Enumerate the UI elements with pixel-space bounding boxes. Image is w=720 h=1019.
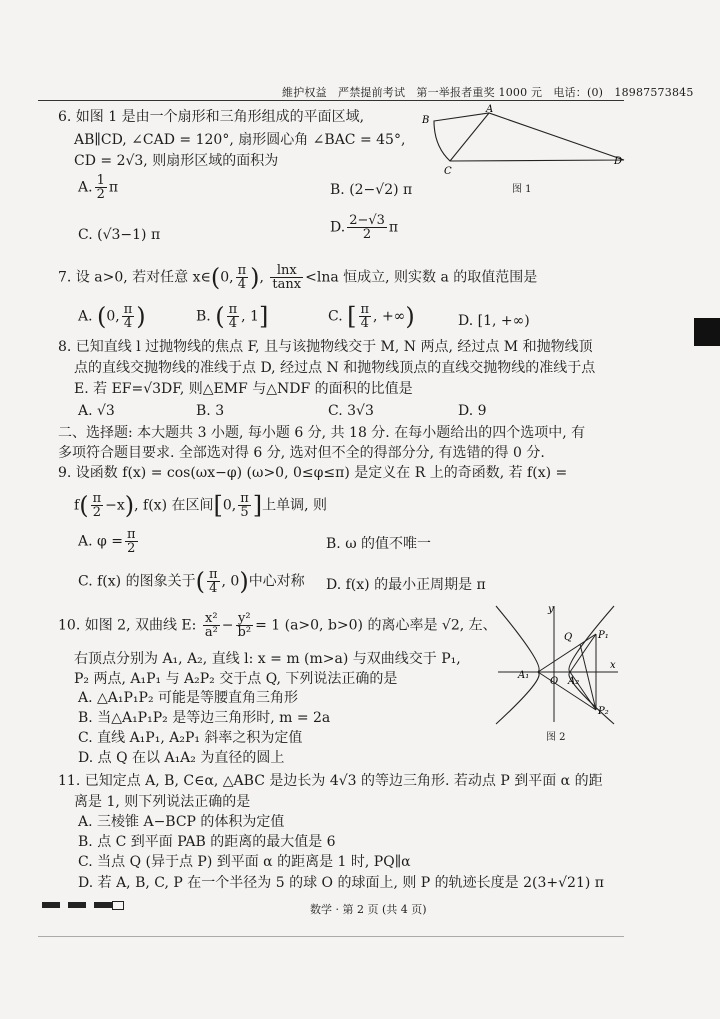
bottom-rule: [38, 936, 624, 937]
edge-marker: [694, 318, 720, 346]
q9-line2: f( $\frac{\pi}{2}$ −x), f(x) 在区间[0, $\frac{\pi}{5}$ ]上单调, 则: [74, 491, 328, 520]
q10-line2: 右顶点分别为 A₁, A₂, 直线 l: x = m (m>a) 与双曲线交于 P₁,: [74, 651, 461, 667]
q9-option-b: B. ω 的值不唯一: [326, 536, 432, 552]
label-point-a: A: [486, 104, 494, 115]
q6-option-b: B. (2−√2) π: [330, 182, 413, 198]
q7-option-d: D. [1, +∞): [458, 313, 530, 329]
q6-option-d: D. $\frac{2-√3}{2}$ π: [330, 213, 399, 242]
q11-option-d: D. 若 A, B, C, P 在一个半径为 5 的球 O 的球面上, 则 P 的轨迹长度是 2(3+√21) π: [78, 875, 604, 891]
footer-mark-2: [68, 902, 86, 908]
page-footer: 数学 · 第 2 页 (共 4 页): [310, 903, 427, 916]
q10-option-b: B. 当△A₁P₁P₂ 是等边三角形时, m = 2a: [78, 710, 331, 726]
q10-line1: 10. 如图 2, 双曲线 E: $\frac{\text{x²}}{\text{a²}}$ − $\frac{\text{y²}}{\text{b²}}$ = 1 (a>0, b>0) 的离心率是 √2, 左、: [58, 611, 497, 640]
label-a2: A₂: [568, 676, 580, 687]
q6-line3: CD = 2√3, 则扇形区域的面积为: [74, 153, 279, 169]
footer-mark-1: [42, 902, 60, 908]
q10-option-c: C. 直线 A₁P₁, A₂P₁ 斜率之积为定值: [78, 730, 303, 746]
figure-1-outline: [434, 113, 624, 161]
figure-2-segment-a2p1: [570, 634, 596, 672]
q7-stem: 7. 设 a>0, 若对任意 x∈(0, $\frac{\pi}{4}$ ), $\frac{\ln x}{\tan x}$ <lna 恒成立, 则实数 a 的取值范围是: [58, 263, 538, 292]
q7-option-c: C. [ $\frac{\pi}{4}$ , +∞): [328, 302, 415, 331]
label-a1: A₁: [518, 670, 530, 681]
q7-option-b: B. ( $\frac{\pi}{4}$ , 1]: [196, 302, 269, 331]
q8-line1: 8. 已知直线 l 过抛物线的焦点 F, 且与该抛物线交于 M, N 两点, 经过点 M 和抛物线顶: [58, 339, 593, 355]
q8-option-c: C. 3√3: [328, 403, 374, 419]
q11-option-a: A. 三棱锥 A−BCP 的体积为定值: [78, 814, 285, 830]
label-p1: P₁: [598, 630, 609, 641]
figure-1-caption: 图 1: [512, 184, 532, 195]
figure-2-caption: 图 2: [546, 732, 566, 743]
q9-option-a: A. φ = $\frac{\pi}{2}$: [78, 527, 136, 556]
page-header: 維护权益 严禁提前考试 第一举报者重奖 1000 元 电话：(0) 18987573845: [282, 86, 694, 99]
q9-line1: 9. 设函数 f(x) = cos(ωx−φ) (ω>0, 0≤φ≤π) 是定义在 R 上的奇函数, 若 f(x) =: [58, 465, 568, 481]
label-q: Q: [564, 632, 573, 643]
footer-mark-3: [94, 902, 112, 908]
q11-line2: 离是 1, 则下列说法正确的是: [74, 794, 251, 810]
q9-option-c: C. f(x) 的图象关于( $\frac{\pi}{4}$ , 0)中心对称: [78, 567, 305, 596]
q6-option-a: A. $\frac{1}{2}$ π: [78, 173, 119, 202]
q8-option-d: D. 9: [458, 403, 487, 419]
section2-line1: 二、选择题: 本大题共 3 小题, 每小题 6 分, 共 18 分. 在每小题给出的四个选项中, 有: [58, 425, 586, 441]
figure-1-segment-ac: [450, 113, 489, 161]
label-x: x: [610, 660, 616, 671]
label-p2: P₂: [598, 706, 609, 717]
q8-option-b: B. 3: [196, 403, 225, 419]
figure-2-hyperbola: [494, 600, 624, 728]
q8-line2: 点的直线交抛物线的准线于点 D, 经过点 N 和抛物线顶点的直线交抛物线的准线于点: [74, 360, 596, 376]
q6-line2: AB∥CD, ∠CAD = 120°, 扇形圆心角 ∠BAC = 45°,: [74, 132, 406, 148]
q8-line3: E. 若 EF=√3DF, 则△EMF 与△NDF 的面积的比值是: [74, 381, 413, 397]
label-point-b: B: [422, 115, 430, 126]
label-point-c: C: [444, 166, 452, 177]
q6-line1: 6. 如图 1 是由一个扇形和三角形组成的平面区域,: [58, 109, 365, 125]
q6-option-c: C. (√3−1) π: [78, 227, 161, 243]
q7-option-a: A. (0, $\frac{\pi}{4}$ ): [78, 302, 146, 331]
label-point-d: D: [614, 156, 623, 167]
label-y: y: [548, 604, 554, 615]
label-o: O: [550, 676, 559, 687]
figure-1-sector-triangle: [416, 104, 636, 184]
q11-line1: 11. 已知定点 A, B, C∈α, △ABC 是边长为 4√3 的等边三角形. 若动点 P 到平面 α 的距: [58, 773, 603, 789]
q11-option-b: B. 点 C 到平面 PAB 的距离的最大值是 6: [78, 834, 336, 850]
q9-option-d: D. f(x) 的最小正周期是 π: [326, 577, 486, 593]
figure-2-left-branch: [496, 606, 539, 724]
figure-2-segment-a1p2: [538, 672, 596, 710]
q8-option-a: A. √3: [78, 403, 115, 419]
section2-line2: 多项符合题目要求. 全部选对得 6 分, 选对但不全的得部分分, 有选错的得 0 分.: [58, 445, 545, 461]
q11-option-c: C. 当点 Q (异于点 P) 到平面 α 的距离是 1 时, PQ∥α: [78, 854, 411, 870]
q10-option-a: A. △A₁P₁P₂ 可能是等腰直角三角形: [78, 690, 299, 706]
header-rule: [38, 100, 624, 101]
footer-mark-4: [112, 901, 124, 910]
q10-option-d: D. 点 Q 在以 A₁A₂ 为直径的圆上: [78, 750, 285, 766]
q10-line3: P₂ 两点, A₁P₁ 与 A₂P₂ 交于点 Q, 下列说法正确的是: [74, 671, 398, 687]
